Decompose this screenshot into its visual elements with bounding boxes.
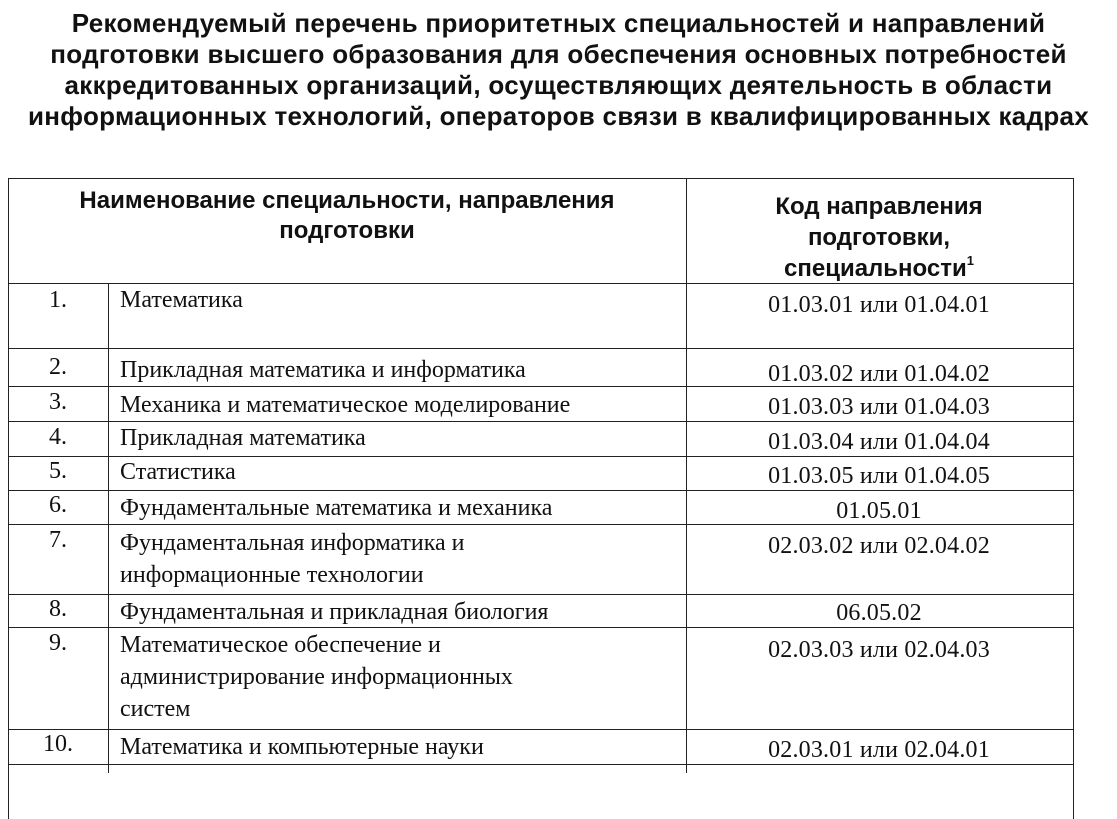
row-number: 1. <box>49 287 67 313</box>
row-number: 3. <box>49 389 67 415</box>
document-title <box>0 8 1117 132</box>
title-line: информационных технологий, операторов связи в квалифицированных кадрах <box>27 101 1090 131</box>
table-rule <box>8 729 1074 730</box>
name-line: администрирование информационных <box>120 664 513 690</box>
specialty-name <box>120 422 366 454</box>
specialty-name <box>120 456 236 488</box>
name-line: Фундаментальные математика и механика <box>120 495 553 521</box>
header-code-line: Код направления <box>775 193 983 220</box>
specialty-name <box>120 731 484 763</box>
header-code-cell <box>686 191 1072 284</box>
specialty-code: 01.03.03 или 01.04.03 <box>768 394 990 420</box>
row-number: 4. <box>49 424 67 450</box>
row-number: 5. <box>49 458 67 484</box>
header-code-text: специальности <box>784 255 967 282</box>
specialty-name <box>120 527 465 591</box>
name-line: Математика и компьютерные науки <box>120 734 484 760</box>
name-line: Фундаментальная и прикладная биология <box>120 599 549 625</box>
specialty-name <box>120 354 526 386</box>
name-line: Фундаментальная информатика и <box>120 530 465 556</box>
name-line: Статистика <box>120 459 236 485</box>
specialty-name <box>120 629 513 725</box>
specialty-code: 01.03.01 или 01.04.01 <box>768 292 990 318</box>
header-name-line: Наименование специальности, направления <box>79 187 615 214</box>
row-number: 6. <box>49 492 67 518</box>
specialty-name <box>120 596 548 628</box>
title-line: Рекомендуемый перечень приоритетных специальностей и направлений <box>71 8 1046 38</box>
specialty-name <box>120 389 570 421</box>
name-line: Прикладная математика <box>120 425 366 451</box>
footnote-mark: 1 <box>966 253 974 268</box>
name-line: информационные технологии <box>120 562 424 588</box>
name-line: Математика <box>120 287 243 313</box>
row-number: 10. <box>43 731 73 757</box>
specialty-name <box>120 492 552 524</box>
specialty-code: 01.03.05 или 01.04.05 <box>768 463 990 489</box>
name-line: Прикладная математика и информатика <box>120 357 526 383</box>
table-rule <box>108 283 109 773</box>
specialty-code: 06.05.02 <box>836 600 922 626</box>
title-line: аккредитованных организаций, осуществляющих деятельность в области <box>64 70 1053 100</box>
specialty-code: 02.03.02 или 02.04.02 <box>768 533 990 559</box>
row-number: 8. <box>49 596 67 622</box>
specialty-code: 02.03.03 или 02.04.03 <box>768 637 990 663</box>
header-code-line: подготовки, <box>807 224 951 251</box>
specialty-name <box>120 284 243 316</box>
name-line: Механика и математическое моделирование <box>120 392 571 418</box>
header-code-line <box>686 253 1072 284</box>
specialty-code: 01.03.04 или 01.04.04 <box>768 429 990 455</box>
name-line: систем <box>120 696 191 722</box>
header-name-cell <box>8 186 686 246</box>
row-number: 7. <box>49 527 67 553</box>
specialty-code: 02.03.01 или 02.04.01 <box>768 737 990 763</box>
specialty-code: 01.03.02 или 01.04.02 <box>768 361 990 387</box>
header-name-line: подготовки <box>279 217 415 244</box>
name-line: Математическое обеспечение и <box>120 632 441 658</box>
table-rule <box>8 594 1074 595</box>
table-rule <box>8 348 1074 349</box>
specialty-code: 01.05.01 <box>836 498 922 524</box>
title-line: подготовки высшего образования для обеспечения основных потребностей <box>50 39 1067 69</box>
row-number: 2. <box>49 354 67 380</box>
row-number: 9. <box>49 630 67 656</box>
